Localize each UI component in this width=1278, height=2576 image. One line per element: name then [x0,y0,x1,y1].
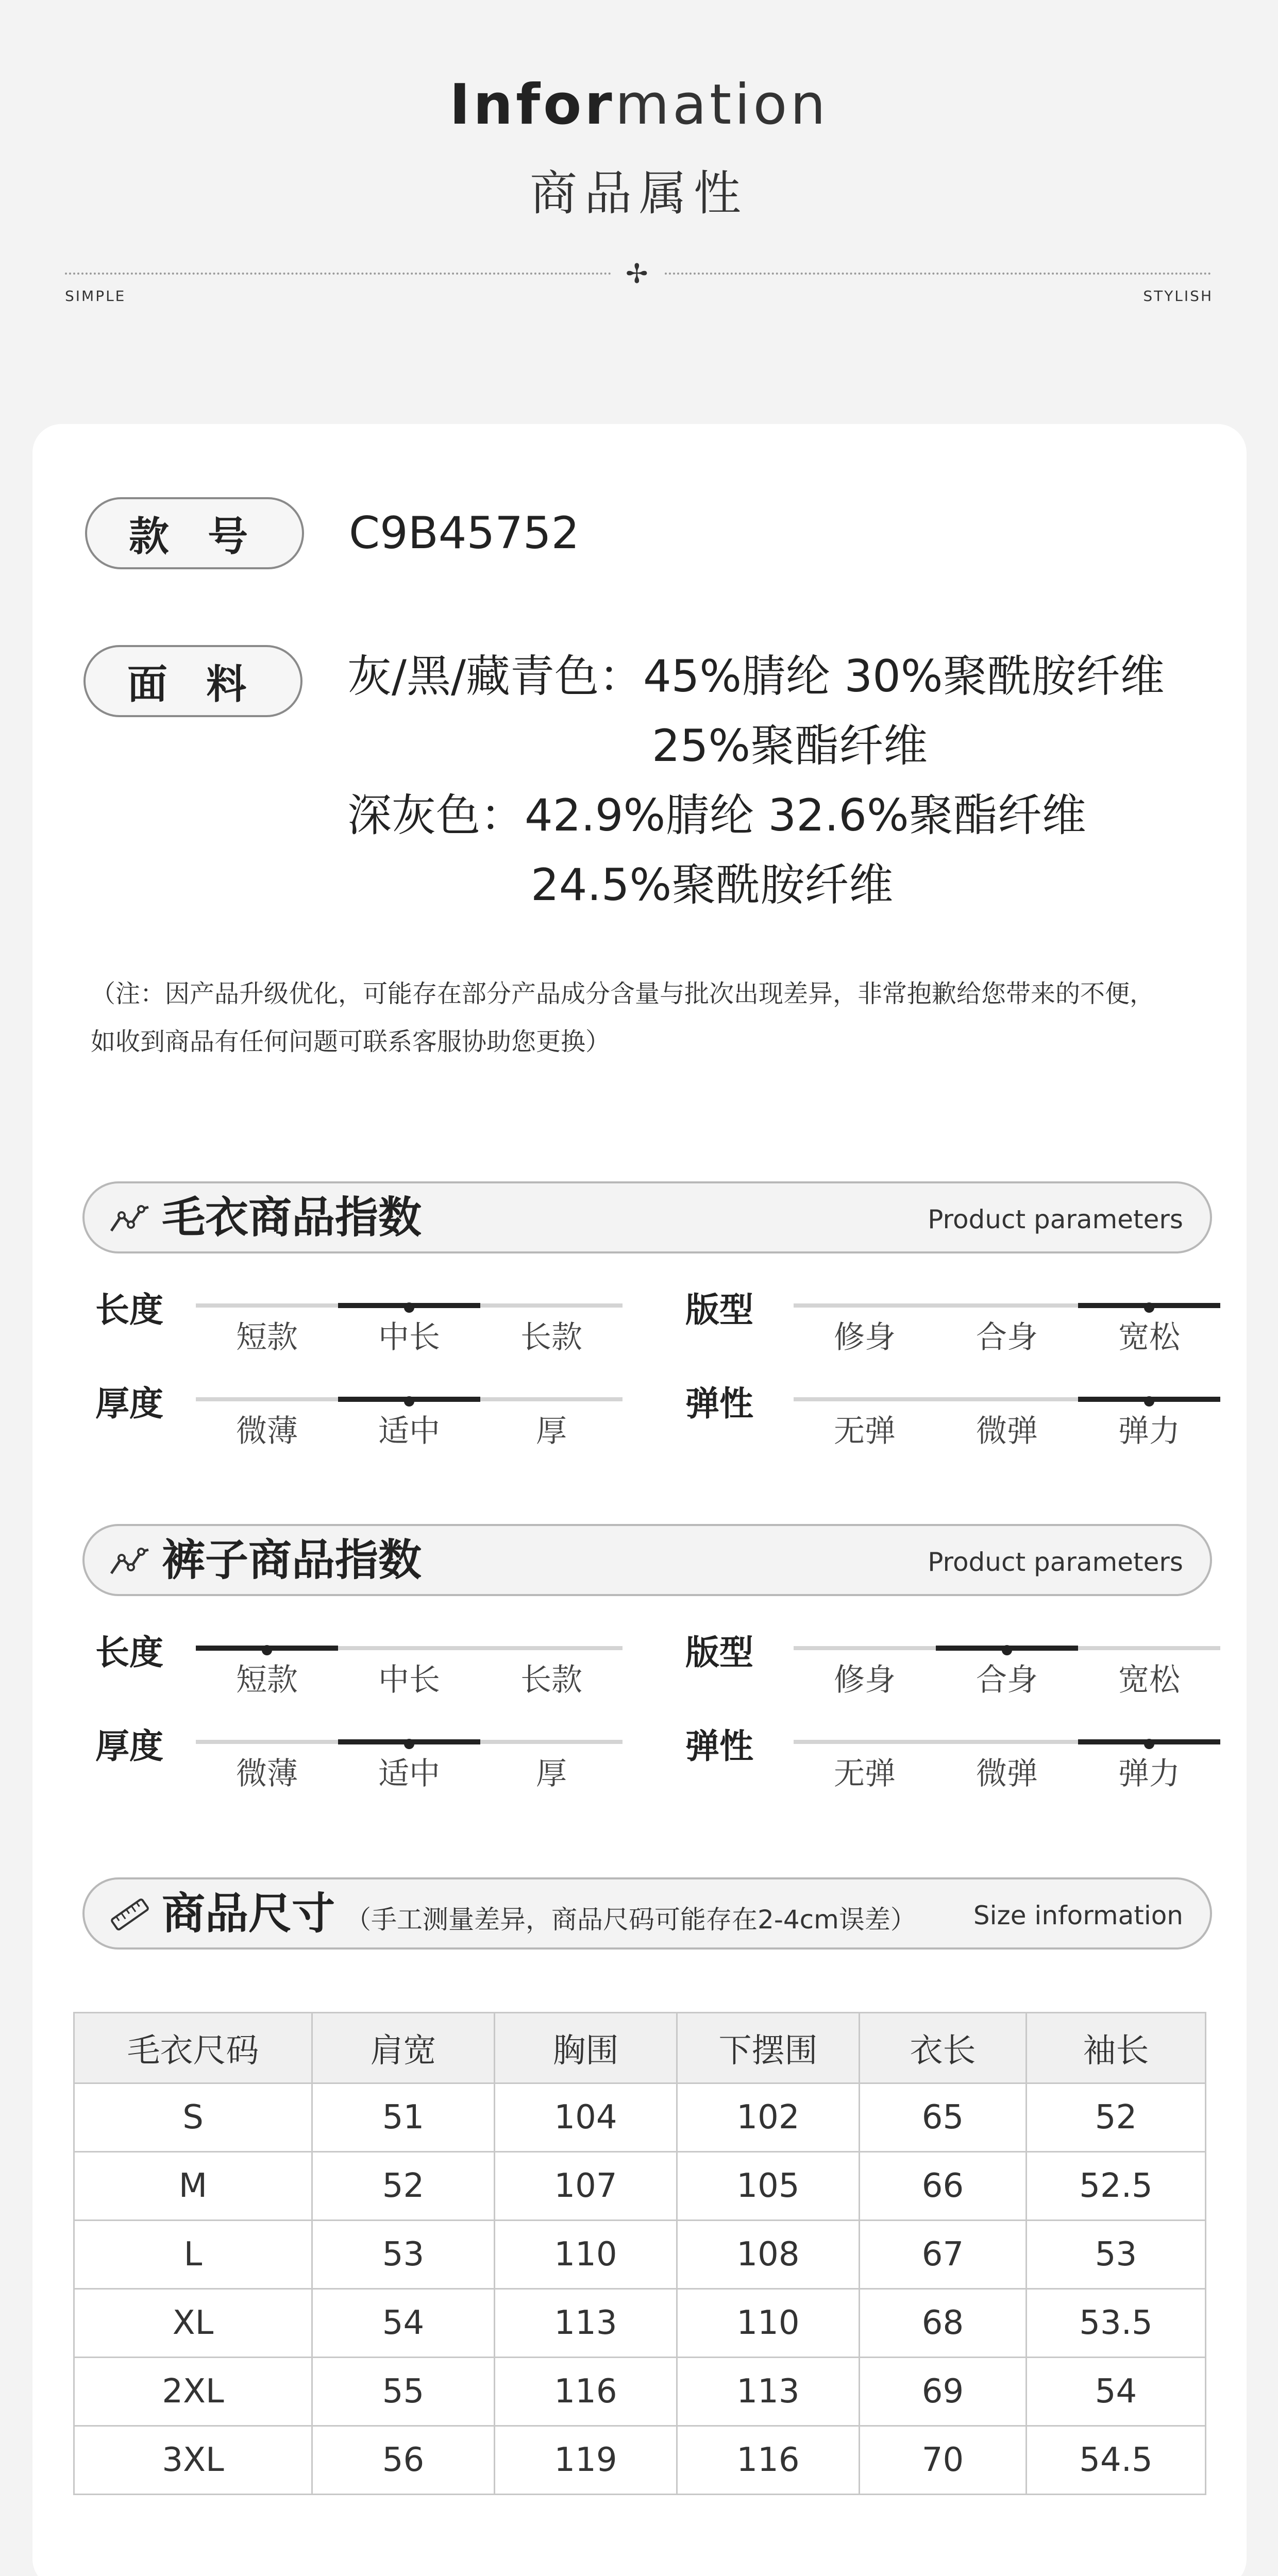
fabric-pill: 面 料 [83,645,302,717]
table-cell: 70 [860,2426,1027,2495]
table-cell: 54 [312,2289,495,2358]
table-cell: 104 [495,2083,677,2152]
scale-option: 适中 [378,1756,440,1792]
pants-index-header [82,1524,1212,1596]
table-cell: 53 [1027,2221,1206,2289]
scale-option: 中长 [378,1662,440,1698]
table-cell: 105 [677,2152,860,2221]
fabric-line-2: 25%聚酯纤维 [652,720,928,772]
table-cell: 55 [312,2358,495,2426]
table-cell: 3XL [74,2426,312,2495]
scale-option: 宽松 [1118,1319,1180,1355]
table-cell: 113 [677,2358,860,2426]
fabric-line-3: 深灰色：42.9%腈纶 32.6%聚酯纤维 [347,790,1086,841]
scale-selected-dot [404,1739,414,1749]
table-cell: 113 [495,2289,677,2358]
title-bold: Infor [449,73,615,137]
trend-line-icon [109,1202,150,1235]
table-row [74,2221,1206,2289]
table-row [74,2152,1206,2221]
scale-option: 修身 [834,1319,896,1355]
scale-selected-dot [262,1645,272,1655]
table-cell: 2XL [74,2358,312,2426]
table-cell: 67 [860,2221,1027,2289]
col-header-shoulder: 肩宽 [312,2013,495,2083]
table-cell: M [74,2152,312,2221]
scale-option: 无弹 [834,1756,896,1792]
scale-option: 修身 [834,1662,896,1698]
divider-right [665,273,1211,275]
table-cell: 52.5 [1027,2152,1206,2221]
scale-option: 长款 [520,1319,582,1355]
scale-selected-dot [1144,1739,1154,1749]
col-header-size: 毛衣尺码 [74,2013,312,2083]
scale-label: 弹性 [685,1384,753,1423]
table-cell: 53 [312,2221,495,2289]
scale-option: 中长 [378,1319,440,1355]
info-title [0,73,1278,137]
pants-index-title: 裤子商品指数 [162,1535,422,1585]
table-cell: 66 [860,2152,1027,2221]
divider-left [65,273,611,275]
fabric-line-1: 灰/黑/藏青色：45%腈纶 30%聚酰胺纤维 [347,651,1165,702]
table-row [74,2289,1206,2358]
note-line-2: 如收到商品有任何问题可联系客服协助您更换） [91,1027,611,1056]
scale-selected-dot [404,1396,414,1406]
table-cell: 52 [312,2152,495,2221]
scale-selected-dot [1002,1645,1012,1655]
scale-label: 弹性 [685,1726,753,1766]
info-subtitle: 商品属性 [529,166,748,221]
table-cell: 65 [860,2083,1027,2152]
pants-index-en: Product parameters [928,1547,1183,1577]
table-cell: 69 [860,2358,1027,2426]
sweater-index-header [82,1181,1212,1253]
scale-label: 厚度 [95,1726,163,1766]
table-cell: 56 [312,2426,495,2495]
scale-option: 弹力 [1118,1756,1180,1792]
table-cell: 52 [1027,2083,1206,2152]
scale-label: 长度 [95,1633,163,1672]
col-header-hem: 下摆围 [677,2013,860,2083]
table-cell: 119 [495,2426,677,2495]
size-info-title: 商品尺寸 [162,1888,335,1939]
table-cell: 110 [495,2221,677,2289]
scale-option: 微弹 [976,1756,1038,1792]
sweater-index-en: Product parameters [928,1205,1183,1234]
size-info-note: （手工测量差异，商品尺码可能存在2-4cm误差） [345,1905,916,1935]
scale-label: 版型 [685,1290,753,1330]
note-line-1: （注：因产品升级优化，可能存在部分产品成分含量与批次出现差异，非常抱歉给您带来的不便， [91,979,1155,1008]
scale-option: 短款 [236,1662,298,1698]
scale-option: 微弹 [976,1413,1038,1449]
size-info-title-wrap [162,1889,916,1939]
scale-option: 宽松 [1118,1662,1180,1698]
table-cell: S [74,2083,312,2152]
scale-option: 厚 [536,1756,567,1792]
ruler-icon [109,1898,150,1931]
scale-label: 版型 [685,1633,753,1672]
trend-line-icon [109,1545,150,1578]
table-cell: 68 [860,2289,1027,2358]
scale-selected-dot [404,1302,414,1313]
scale-selected-dot [1144,1396,1154,1406]
size-info-en: Size information [973,1901,1183,1930]
table-cell: 54.5 [1027,2426,1206,2495]
table-cell: 116 [495,2358,677,2426]
col-header-chest: 胸围 [495,2013,677,2083]
scale-option: 长款 [520,1662,582,1698]
style-no-value: C9B45752 [349,507,580,559]
scale-option: 微薄 [236,1756,298,1792]
table-cell: 54 [1027,2358,1206,2426]
scale-label: 长度 [95,1290,163,1330]
table-cell: 107 [495,2152,677,2221]
scale-option: 无弹 [834,1413,896,1449]
table-row [74,2083,1206,2152]
scale-option: 厚 [536,1413,567,1449]
size-info-header [82,1877,1212,1950]
scale-option: 适中 [378,1413,440,1449]
scale-selected-dot [1144,1302,1154,1313]
table-cell: 53.5 [1027,2289,1206,2358]
table-cell: 108 [677,2221,860,2289]
move-cross-icon: ✢ [626,259,648,290]
col-header-sleeve: 袖长 [1027,2013,1206,2083]
scale-option: 合身 [976,1662,1038,1698]
tag-stylish: STYLISH [1143,287,1213,304]
table-row [74,2426,1206,2495]
table-cell: 116 [677,2426,860,2495]
table-row [74,2358,1206,2426]
tag-simple: SIMPLE [65,287,126,304]
table-cell: 102 [677,2083,860,2152]
title-rest: mation [615,73,829,137]
scale-label: 厚度 [95,1384,163,1423]
sweater-index-title: 毛衣商品指数 [162,1192,422,1243]
scale-option: 短款 [236,1319,298,1355]
table-cell: 110 [677,2289,860,2358]
table-cell: XL [74,2289,312,2358]
size-table-header-row [74,2013,1206,2083]
scale-option: 微薄 [236,1413,298,1449]
scale-option: 弹力 [1118,1413,1180,1449]
col-header-length: 衣长 [860,2013,1027,2083]
table-cell: L [74,2221,312,2289]
style-no-pill: 款 号 [85,497,304,569]
table-cell: 51 [312,2083,495,2152]
fabric-line-4: 24.5%聚酰胺纤维 [531,859,894,911]
scale-option: 合身 [976,1319,1038,1355]
size-table [73,2012,1206,2495]
